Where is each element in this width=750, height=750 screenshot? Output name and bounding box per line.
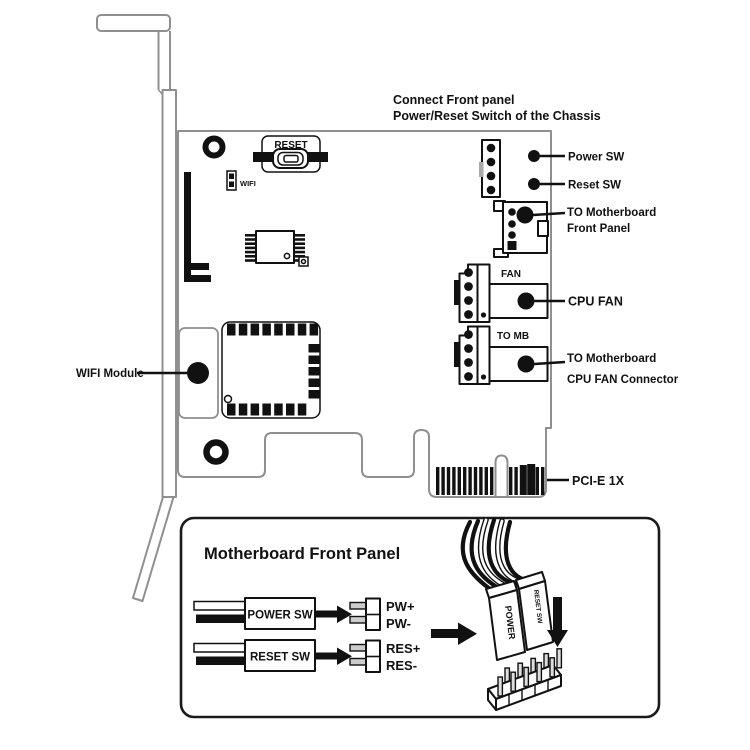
- main-chip: [245, 231, 308, 266]
- power-plug-label: POWER: [503, 605, 518, 641]
- power-sw-dot: [528, 150, 540, 162]
- front-panel-label-1: TO Motherboard: [567, 207, 657, 219]
- mb-cpu-fan-label-1: TO Motherboard: [567, 353, 657, 365]
- power-wire-white: [194, 602, 245, 611]
- reset-button-label: RESET: [274, 140, 308, 151]
- to-mb-header-label: TO MB: [497, 331, 530, 342]
- diagram-header: [393, 93, 601, 123]
- front-panel-dot: [517, 207, 534, 224]
- wifi-module: [222, 322, 320, 418]
- reset-sw-label: Reset SW: [568, 179, 622, 192]
- mounting-hole-top: [206, 139, 223, 156]
- pw-plus-label: PW+: [386, 599, 415, 614]
- pcie-key-notch: [496, 456, 508, 497]
- reset-switch-terminal-left: [253, 152, 274, 162]
- res-plus-label: RES+: [386, 641, 421, 656]
- reset-wire-white: [194, 644, 245, 653]
- bracket-foot: [133, 497, 174, 601]
- panel-title: Motherboard Front Panel: [204, 545, 401, 563]
- pw-minus-label: PW-: [386, 616, 412, 631]
- header-line1: Connect Front panel: [393, 93, 515, 107]
- reset-sw-box-label: RESET SW: [249, 651, 311, 664]
- callout-mb-cpu-fan: [535, 353, 679, 386]
- power-sw-box-label: POWER SW: [247, 609, 313, 622]
- power-wire-black: [196, 615, 245, 624]
- cpu-fan-dot: [518, 293, 535, 310]
- cpu-fan-label: CPU FAN: [568, 294, 623, 309]
- fan-header-label: FAN: [501, 269, 521, 280]
- power-sw-label: Power SW: [568, 151, 625, 164]
- power-reset-header: [479, 140, 500, 197]
- reset-wire-black: [196, 657, 245, 666]
- pci-bracket: [97, 15, 176, 601]
- front-panel-connector: [494, 201, 548, 257]
- reset-sw-dot: [528, 178, 540, 190]
- mb-fan-dot: [518, 356, 535, 373]
- res-minus-label: RES-: [386, 658, 418, 673]
- callout-pcie: [547, 474, 625, 488]
- pcie-label: PCI-E 1X: [572, 474, 625, 488]
- pcie-fingers-left: [436, 467, 493, 495]
- bracket-top-tab: [97, 15, 170, 31]
- mb-cpu-fan-label-2: CPU FAN Connector: [567, 374, 679, 386]
- reset-switch-terminal-right: [307, 152, 328, 162]
- front-panel-label-2: Front Panel: [567, 223, 631, 235]
- motherboard-front-panel-box: [181, 518, 659, 717]
- wifi-module-callout-dot: [187, 362, 209, 384]
- wifi-module-label: WIFI Module: [76, 368, 144, 380]
- wifi-jumper-label: WIFI: [240, 179, 256, 188]
- bracket-face: [163, 90, 177, 497]
- reset-switch: [253, 136, 328, 172]
- mounting-hole-bottom: [207, 443, 226, 462]
- header-line2: Power/Reset Switch of the Chassis: [393, 109, 601, 123]
- reset-plug-label: RESET SW: [532, 589, 544, 624]
